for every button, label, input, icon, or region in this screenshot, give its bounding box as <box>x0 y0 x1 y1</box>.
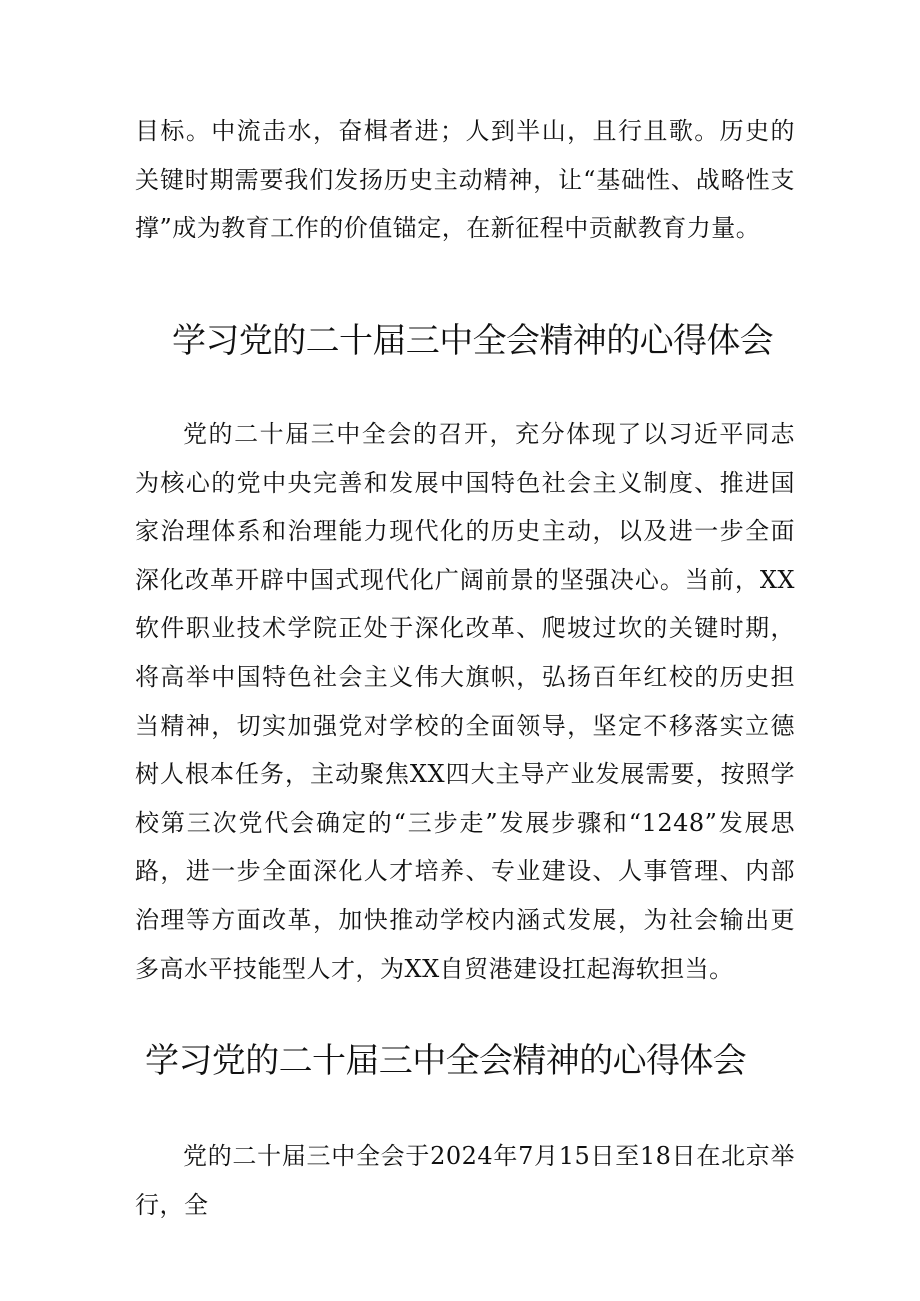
section-heading: 学习党的二十届三中全会精神的心得体会 <box>145 1041 747 1081</box>
section-heading: 学习党的二十届三中全会精神的心得体会 <box>172 321 774 361</box>
body-paragraph: 党的二十届三中全会的召开，充分体现了以习近平同志为核心的党中央完善和发展中国特色社会主义制度、推进国家治理体系和治理能力现代化的历史主动，以及进一步全面深化改革开辟中国式现代化广阔前景的坚强决心。当前，XX软件职业技术学院正处于深化改革、爬坡过坎的关键时期，将高举中国特色社会主义伟大旗帜，弘扬百年红校的历史担当精神，切实加强党对学校的全面领导，坚定不移落实立德树人根本任务，主动聚焦XX四大主导产业发展需要，按照学校第三次党代会确定的“三步走”发展步骤和“1248”发展思路，进一步全面深化人才培养、专业建设、人事管理、内部治理等方面改革，加快推动学校内涵式发展，为社会输出更多高水平技能型人才，为XX自贸港建设扛起海软担当。 <box>135 420 795 983</box>
body-paragraph: 党的二十届三中全会于2024年7月15日至18日在北京举行，全 <box>135 1142 795 1219</box>
body-paragraph-continued: 目标。中流击水，奋楫者进；人到半山，且行且歌。历史的关键时期需要我们发扬历史主动精神，让“基础性、战略性支撑”成为教育工作的价值锚定，在新征程中贡献教育力量。 <box>135 117 795 243</box>
